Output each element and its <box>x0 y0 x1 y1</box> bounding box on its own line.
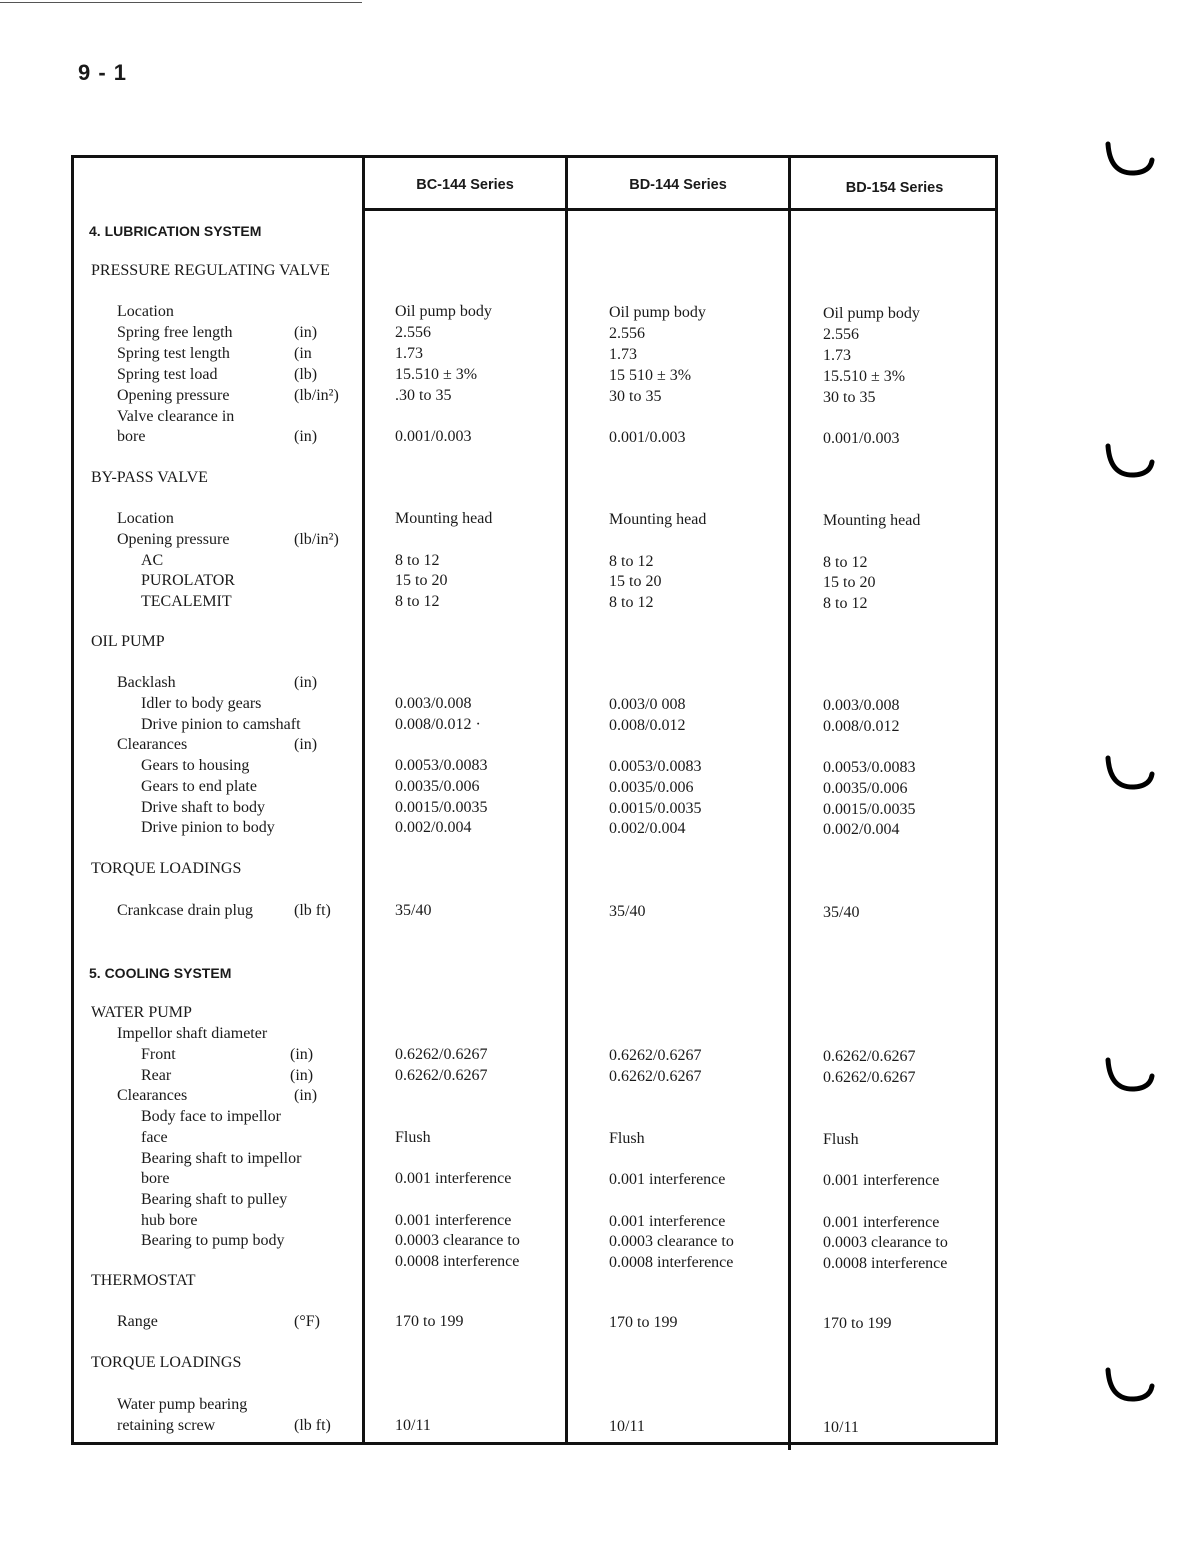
row-label: Idler to body gears <box>141 695 262 712</box>
cell-bc144: 0.001/0.003 <box>395 428 472 445</box>
table-row <box>0 1417 1178 1438</box>
header-rule <box>362 208 998 211</box>
cell-bd154: 35/40 <box>823 904 860 921</box>
cell-bc144: 0.001 interference <box>395 1170 512 1187</box>
row-unit: (in) <box>294 674 318 691</box>
cell-bc144: 0.0003 clearance to <box>395 1232 520 1249</box>
table-row <box>0 799 1178 820</box>
cell-bd144: 2.556 <box>609 325 645 342</box>
cell-bd154: 0.002/0.004 <box>823 821 900 838</box>
row-unit: (lb ft) <box>294 1417 331 1434</box>
table-row <box>0 716 1178 737</box>
table-row <box>0 531 1178 552</box>
cell-bd144: Mounting head <box>609 511 707 528</box>
table-row <box>0 552 1178 573</box>
row-label: Backlash <box>117 674 176 691</box>
table-row <box>0 1354 1178 1375</box>
table-row <box>0 674 1178 695</box>
table-row <box>0 428 1178 449</box>
subsection-heading: WATER PUMP <box>91 1004 192 1021</box>
cell-bd144: 10/11 <box>609 1418 645 1435</box>
cell-bc144: 0.003/0.008 <box>395 695 472 712</box>
cell-bc144: 8 to 12 <box>395 593 440 610</box>
cell-bd144: 0.0035/0.006 <box>609 779 694 796</box>
row-unit: (lb ft) <box>294 902 331 919</box>
table-row <box>0 1067 1178 1088</box>
cell-bc144: 0.0015/0.0035 <box>395 799 488 816</box>
table-row <box>0 1313 1178 1334</box>
row-unit: (in) <box>294 1087 318 1104</box>
top-rule <box>0 2 362 3</box>
row-unit: (in) <box>290 1067 314 1084</box>
cell-bd154: 0.0053/0.0083 <box>823 759 916 776</box>
binder-hole-icon <box>1104 1056 1156 1096</box>
cell-bc144: 0.0008 interference <box>395 1253 520 1270</box>
row-label: Drive pinion to body <box>141 819 275 836</box>
cell-bd154: 0.6262/0.6267 <box>823 1048 916 1065</box>
row-label: Crankcase drain plug <box>117 902 253 919</box>
table-row <box>0 860 1178 881</box>
cell-bd154: Oil pump body <box>823 305 920 322</box>
table-row <box>0 633 1178 654</box>
cell-bd144: 0.001/0.003 <box>609 429 686 446</box>
cell-bd144: 15 510 ± 3% <box>609 367 692 384</box>
cell-bd154: 8 to 12 <box>823 554 868 571</box>
row-unit: (lb) <box>294 366 318 383</box>
row-unit: (lb/in²) <box>294 531 339 548</box>
row-label: Location <box>117 303 174 320</box>
table-row <box>0 1212 1178 1233</box>
cell-bc144: 35/40 <box>395 902 432 919</box>
row-label: Spring test length <box>117 345 230 362</box>
subsection-heading: BY-PASS VALVE <box>91 469 208 486</box>
cell-bd144: 35/40 <box>609 903 646 920</box>
table-row <box>0 303 1178 324</box>
subsection-heading: TORQUE LOADINGS <box>91 860 242 877</box>
table-row <box>0 1191 1178 1212</box>
cell-bd144: 8 to 12 <box>609 594 654 611</box>
table-row <box>0 1025 1178 1046</box>
page-number: 9 - 1 <box>78 60 128 85</box>
cell-bd144: 1.73 <box>609 346 637 363</box>
cell-bc144: 0.6262/0.6267 <box>395 1046 488 1063</box>
row-label: Gears to housing <box>141 757 250 774</box>
row-label: Opening pressure <box>117 531 230 548</box>
row-label: Range <box>117 1313 158 1330</box>
cell-bc144: Oil pump body <box>395 303 492 320</box>
row-label: Impellor shaft diameter <box>117 1025 268 1042</box>
table-row <box>0 1004 1178 1025</box>
table-row <box>0 1108 1178 1129</box>
row-label: Clearances <box>117 736 188 753</box>
cell-bc144: 170 to 199 <box>395 1313 464 1330</box>
cell-bd154: 0.6262/0.6267 <box>823 1069 916 1086</box>
cell-bc144: Mounting head <box>395 510 493 527</box>
row-label: face <box>141 1129 168 1146</box>
cell-bc144: 0.008/0.012 · <box>395 716 481 733</box>
cell-bd144: 30 to 35 <box>609 388 662 405</box>
row-label: Gears to end plate <box>141 778 257 795</box>
cell-bd154: 10/11 <box>823 1419 859 1436</box>
cell-bd154: 0.0008 interference <box>823 1255 948 1272</box>
table-row <box>0 1170 1178 1191</box>
row-unit: (in) <box>294 324 318 341</box>
cell-bc144: 2.556 <box>395 324 431 341</box>
row-unit: (in) <box>294 736 318 753</box>
row-label: hub bore <box>141 1212 198 1229</box>
cell-bd144: 8 to 12 <box>609 553 654 570</box>
row-unit: (°F) <box>294 1313 320 1330</box>
cell-bd144: 0.002/0.004 <box>609 820 686 837</box>
row-unit: (lb/in²) <box>294 387 339 404</box>
row-unit: (in) <box>294 428 318 445</box>
table-row <box>0 262 1178 283</box>
cell-bd154: Mounting head <box>823 512 921 529</box>
row-unit: (in <box>294 345 312 362</box>
cell-bd144: 15 to 20 <box>609 573 662 590</box>
row-label: Bearing to pump body <box>141 1232 285 1249</box>
cell-bd144: 0.6262/0.6267 <box>609 1047 702 1064</box>
row-label: Drive shaft to body <box>141 799 265 816</box>
cell-bd154: Flush <box>823 1131 859 1148</box>
table-row <box>0 510 1178 531</box>
table-row <box>0 1087 1178 1108</box>
cell-bd154: 1.73 <box>823 347 851 364</box>
cell-bc144: .30 to 35 <box>395 387 452 404</box>
table-row <box>0 757 1178 778</box>
table-row <box>0 1150 1178 1171</box>
cell-bc144: 0.6262/0.6267 <box>395 1067 488 1084</box>
table-row <box>0 778 1178 799</box>
subsection-heading: TORQUE LOADINGS <box>91 1354 242 1371</box>
table-row <box>0 366 1178 387</box>
subsection-heading: OIL PUMP <box>91 633 165 650</box>
binder-hole-icon <box>1104 1366 1156 1406</box>
row-label: Location <box>117 510 174 527</box>
cell-bd144: 0.0015/0.0035 <box>609 800 702 817</box>
row-label: retaining screw <box>117 1417 216 1434</box>
row-unit: (in) <box>290 1046 314 1063</box>
subsection-heading: THERMOSTAT <box>91 1272 196 1289</box>
section-heading: 4. LUBRICATION SYSTEM <box>89 223 262 239</box>
table-row <box>0 408 1178 429</box>
table-row <box>0 1046 1178 1067</box>
cell-bd154: 0.001 interference <box>823 1214 940 1231</box>
table-row <box>0 593 1178 614</box>
cell-bd154: 0.0035/0.006 <box>823 780 908 797</box>
row-label: Water pump bearing <box>117 1396 248 1413</box>
binder-hole-icon <box>1104 754 1156 794</box>
row-label: Bearing shaft to impellor <box>141 1150 302 1167</box>
cell-bc144: 8 to 12 <box>395 552 440 569</box>
row-label: PUROLATOR <box>141 572 235 589</box>
row-label: Spring free length <box>117 324 233 341</box>
row-label: Spring test load <box>117 366 218 383</box>
cell-bd154: 30 to 35 <box>823 389 876 406</box>
cell-bd144: 0.003/0 008 <box>609 696 686 713</box>
column-header-bc144: BC-144 Series <box>416 177 514 193</box>
row-label: Opening pressure <box>117 387 230 404</box>
cell-bd154: 0.008/0.012 <box>823 718 900 735</box>
table-row <box>0 469 1178 490</box>
row-label: Valve clearance in <box>117 408 235 425</box>
table-row <box>0 324 1178 345</box>
binder-hole-icon <box>1104 442 1156 482</box>
table-row <box>0 736 1178 757</box>
binder-hole-icon <box>1104 140 1156 180</box>
cell-bd154: 0.003/0.008 <box>823 697 900 714</box>
cell-bc144: 15.510 ± 3% <box>395 366 478 383</box>
row-label: Drive pinion to camshaft <box>141 716 301 733</box>
cell-bd144: 0.0008 interference <box>609 1254 734 1271</box>
cell-bd154: 0.001/0.003 <box>823 430 900 447</box>
cell-bc144: Flush <box>395 1129 431 1146</box>
row-label: TECALEMIT <box>141 593 232 610</box>
cell-bd144: 0.001 interference <box>609 1171 726 1188</box>
row-label: bore <box>117 428 146 445</box>
cell-bd144: Oil pump body <box>609 304 706 321</box>
cell-bd144: 0.001 interference <box>609 1213 726 1230</box>
column-header-bd144: BD-144 Series <box>629 177 727 193</box>
cell-bc144: 15 to 20 <box>395 572 448 589</box>
subsection-heading: PRESSURE REGULATING VALVE <box>91 262 330 279</box>
column-header-bd154: BD-154 Series <box>845 180 944 196</box>
cell-bd144: Flush <box>609 1130 645 1147</box>
row-label: bore <box>141 1170 170 1187</box>
table-row <box>0 902 1178 923</box>
cell-bd154: 0.0003 clearance to <box>823 1234 948 1251</box>
cell-bd154: 15.510 ± 3% <box>823 368 906 385</box>
cell-bc144: 0.0035/0.006 <box>395 778 480 795</box>
row-label: Clearances <box>117 1087 188 1104</box>
table-row <box>0 1272 1178 1293</box>
cell-bd144: 0.6262/0.6267 <box>609 1068 702 1085</box>
table-row <box>0 221 1178 242</box>
table-row <box>0 963 1178 984</box>
cell-bd154: 15 to 20 <box>823 574 876 591</box>
table-row <box>0 1232 1178 1253</box>
table-row <box>0 572 1178 593</box>
cell-bc144: 0.002/0.004 <box>395 819 472 836</box>
table-row <box>0 1253 1178 1274</box>
table-row <box>0 387 1178 408</box>
table-row <box>0 1129 1178 1150</box>
row-label: Bearing shaft to pulley <box>141 1191 288 1208</box>
section-heading: 5. COOLING SYSTEM <box>89 965 232 981</box>
cell-bc144: 1.73 <box>395 345 423 362</box>
cell-bc144: 10/11 <box>395 1417 431 1434</box>
cell-bc144: 0.0053/0.0083 <box>395 757 488 774</box>
row-label: Front <box>141 1046 176 1063</box>
table-row <box>0 1396 1178 1417</box>
cell-bd144: 170 to 199 <box>609 1314 678 1331</box>
cell-bd154: 2.556 <box>823 326 859 343</box>
cell-bd154: 0.0015/0.0035 <box>823 801 916 818</box>
cell-bd154: 170 to 199 <box>823 1315 892 1332</box>
table-row <box>0 819 1178 840</box>
row-label: AC <box>141 552 164 569</box>
table-row <box>0 345 1178 366</box>
cell-bd154: 8 to 12 <box>823 595 868 612</box>
cell-bd144: 0.008/0.012 <box>609 717 686 734</box>
cell-bd144: 0.0053/0.0083 <box>609 758 702 775</box>
cell-bd144: 0.0003 clearance to <box>609 1233 734 1250</box>
cell-bc144: 0.001 interference <box>395 1212 512 1229</box>
row-label: Body face to impellor <box>141 1108 281 1125</box>
cell-bd154: 0.001 interference <box>823 1172 940 1189</box>
row-label: Rear <box>141 1067 172 1084</box>
table-row <box>0 695 1178 716</box>
